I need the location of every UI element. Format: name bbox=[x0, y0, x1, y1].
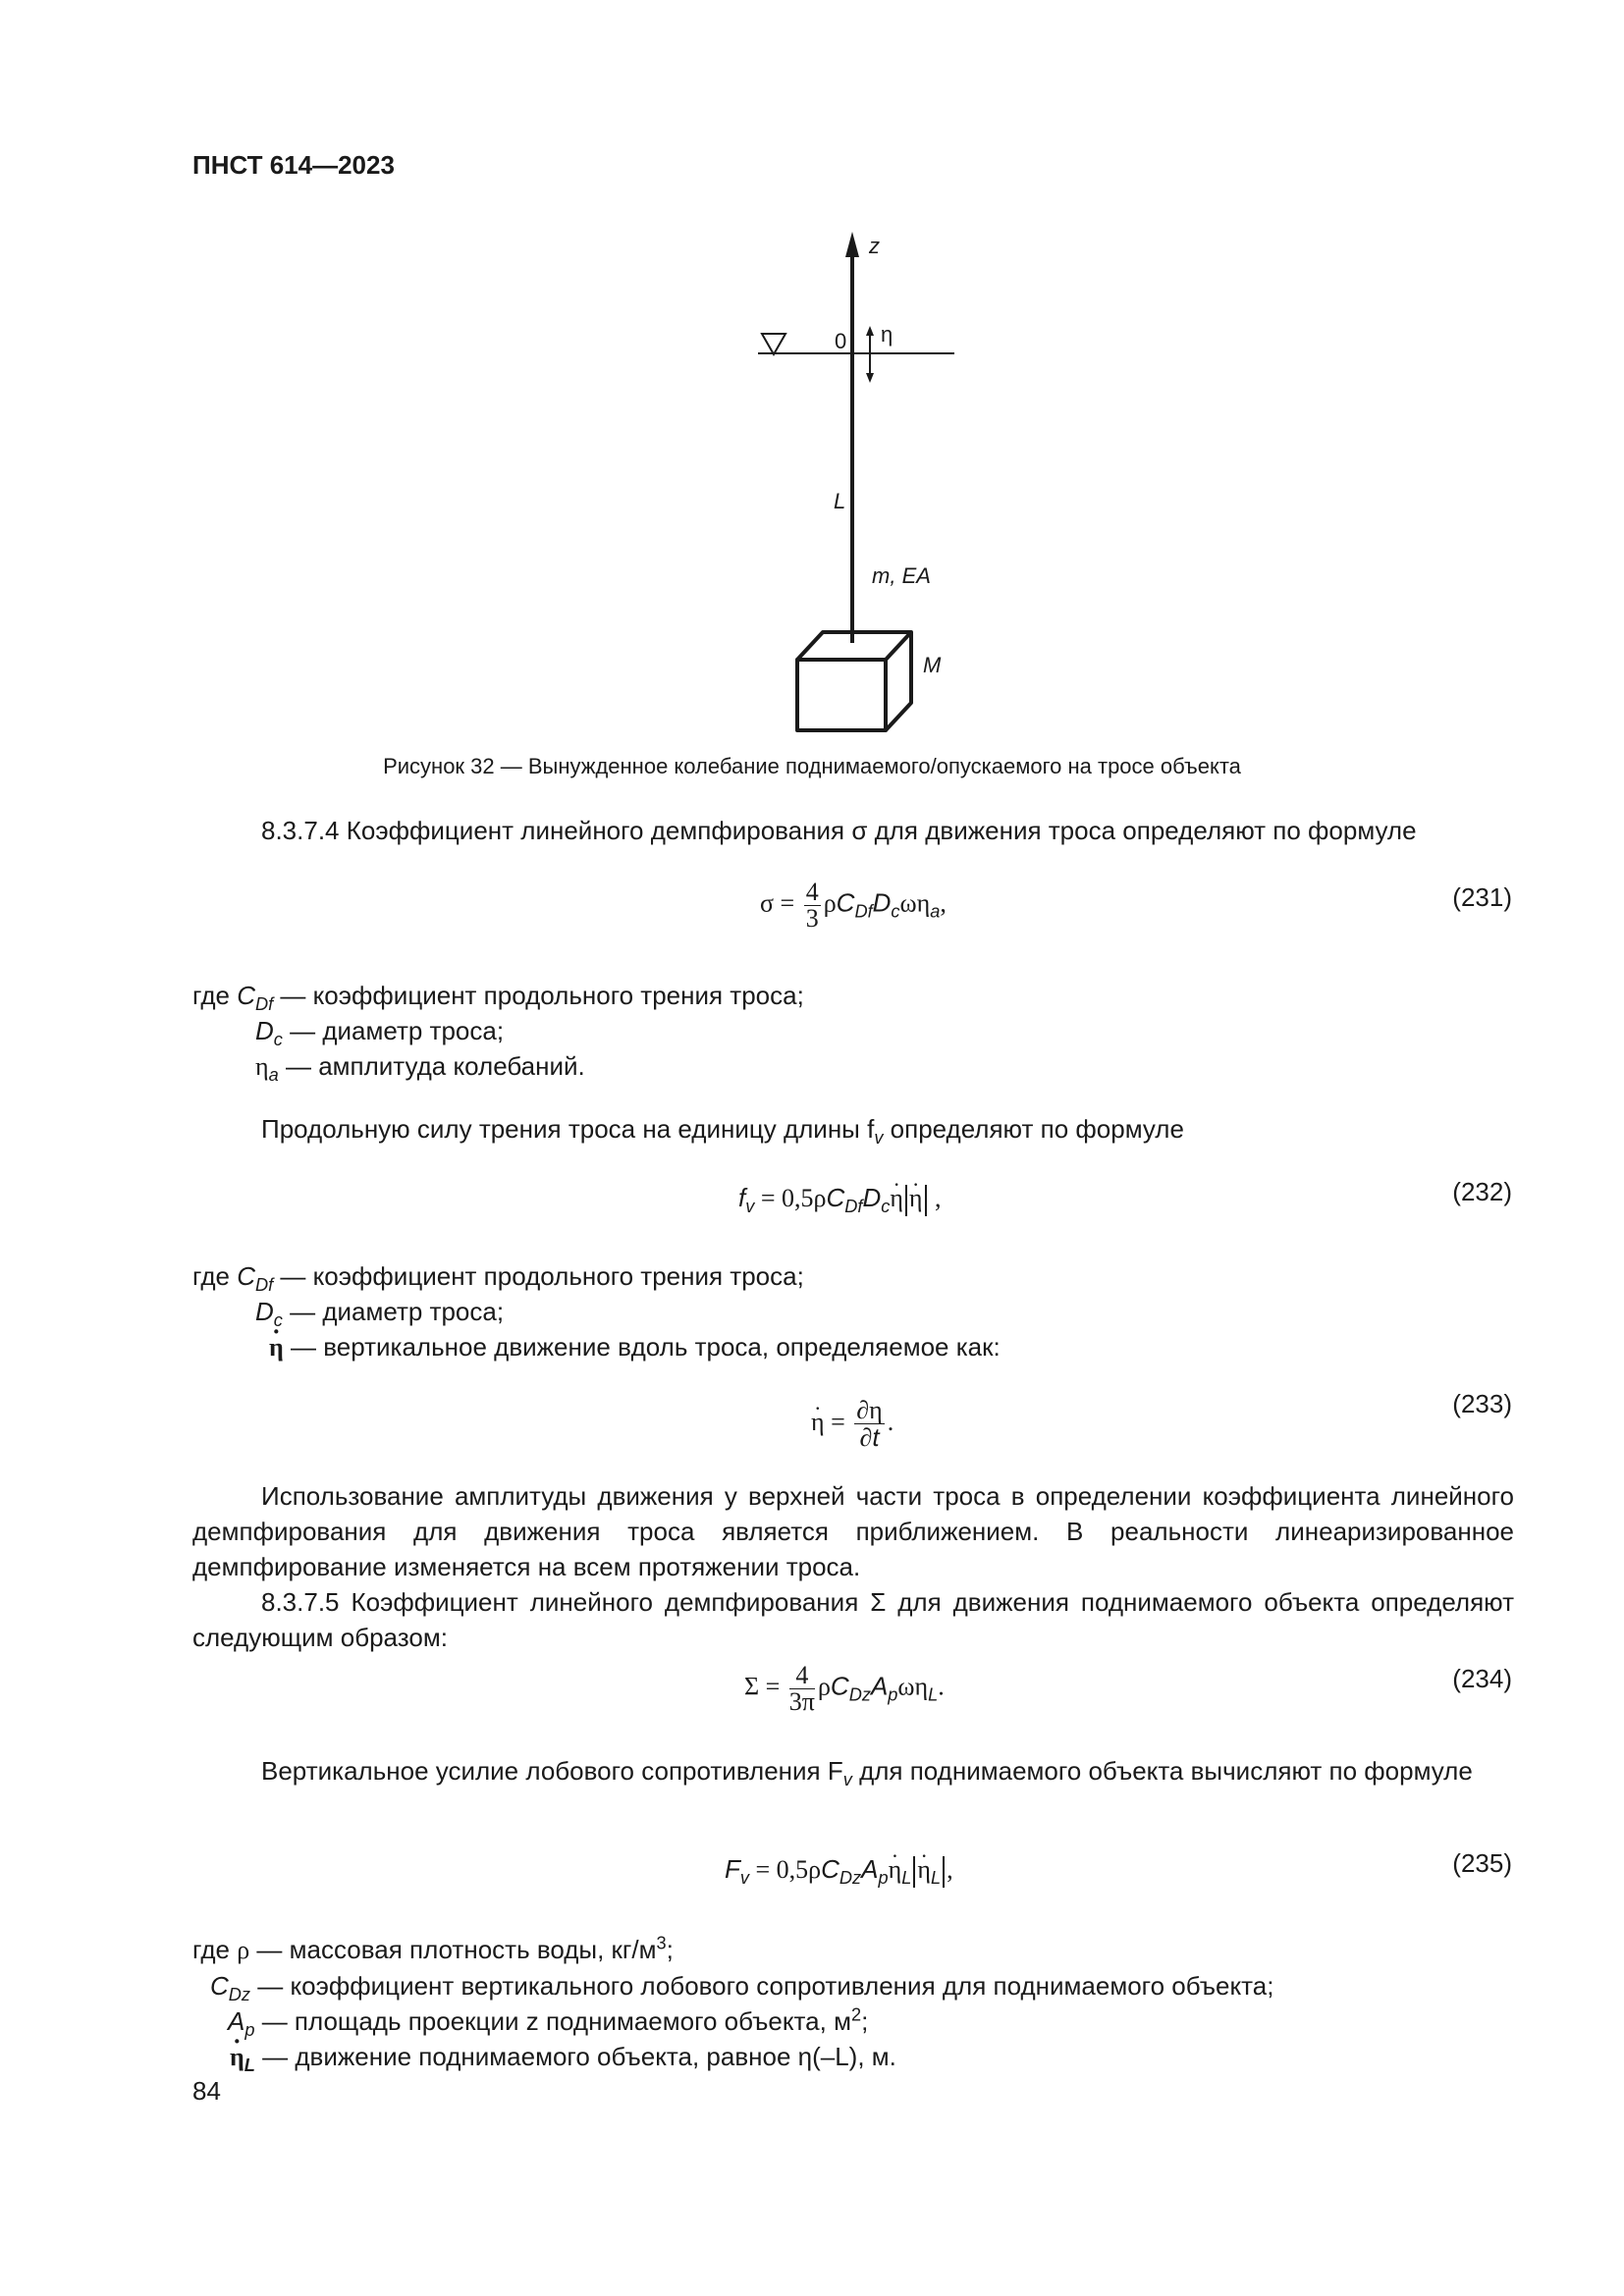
section-8-3-7-5: 8.3.7.5 Коэффициент линейного демпфирования Σ для движения поднимаемого объекта определяют следующим образом: bbox=[192, 1587, 1514, 1652]
legend-where: где bbox=[192, 981, 230, 1010]
section-8-3-7-4: 8.3.7.4 Коэффициент линейного демпфирования σ для движения троса определяют по формуле bbox=[261, 816, 1417, 845]
legend-232 bbox=[192, 1258, 1001, 1365]
legend-235-row: $\eta \cdot_L$ — движение поднимаемого объекта, равное η(–L), м. bbox=[192, 2039, 1273, 2075]
paragraph-approximation: Использование амплитуды движения у верхней части троса в определении коэффициента линейного демпфирования для движения троса является приближением. В реальности линеаризированное демпфирование изменяется на всем протяжении троса. bbox=[192, 1481, 1514, 1581]
eta-arrow-down bbox=[866, 373, 874, 383]
legend-231-row: $D_c$ — диаметр троса; bbox=[255, 1016, 505, 1050]
legend-232-row: $D_c$ — диаметр троса; bbox=[255, 1297, 505, 1331]
equation-232-number: (232) bbox=[1452, 1177, 1512, 1206]
legend-235 bbox=[192, 1932, 1273, 2075]
legend-235-row: $C_{Dz}$ — коэффициент вертикального лобового сопротивления для поднимаемого объекта; bbox=[210, 1971, 1274, 2005]
legend-235-row: $A_p$ — площадь проекции z поднимаемого объекта, $м^2$; bbox=[228, 2004, 869, 2041]
equation-235: $F_v = 0,5\rho C_{Dz}A_p\eta \cdot_L$ $\eta \cdot_L$ , bbox=[725, 1851, 953, 1888]
origin-label: 0 bbox=[835, 329, 847, 353]
mass-block bbox=[797, 632, 911, 730]
legend-235-row: где ρ — массовая плотность воды, $кг/м^3$; bbox=[192, 1933, 674, 1964]
length-label: L bbox=[834, 489, 846, 513]
equation-232: $f_v = 0,5\rho C_{Df}D_c\eta \cdot \eta$ · , bbox=[738, 1180, 942, 1216]
legend-231-row: $\eta_a$ — амплитуда колебаний. bbox=[255, 1051, 585, 1086]
equation-231-number: (231) bbox=[1452, 882, 1512, 912]
legend-232-row: где $C_{Df}$ — коэффициент продольного трения троса; bbox=[192, 1261, 804, 1296]
equation-234-number: (234) bbox=[1452, 1664, 1512, 1693]
document-id: ПНСТ 614—2023 bbox=[192, 150, 395, 180]
water-level-symbol bbox=[762, 334, 785, 354]
z-axis-label: z bbox=[869, 234, 880, 258]
legend-231 bbox=[192, 978, 804, 1085]
paragraph-drag-force: Вертикальное усилие лобового сопротивления $F_v$ для поднимаемого объекта вычисляют по формуле bbox=[261, 1756, 1473, 1790]
legend-231-row: где $C_{Df}$ — коэффициент продольного трения троса; bbox=[192, 981, 804, 1015]
z-axis-arrow bbox=[845, 232, 859, 257]
figure-caption: Рисунок 32 — Вынужденное колебание поднимаемого/опускаемого на тросе объекта bbox=[383, 754, 1241, 778]
page-number: 84 bbox=[192, 2076, 221, 2106]
equation-233-number: (233) bbox=[1452, 1389, 1512, 1418]
equation-233: η · = $\frac{\partial\eta}{\partial t}$ . bbox=[811, 1398, 893, 1451]
equation-231: σ = $\frac{4}{3}$ $\rho C_{Df}D_c\omega\eta_a$, bbox=[760, 878, 947, 933]
equation-234: Σ = $\frac{4}{3\pi}$ $\rho C_{Dz}A_p\omega\eta_L$. bbox=[744, 1661, 945, 1716]
eta-arrow-up bbox=[866, 326, 874, 336]
text-fv-intro: Продольную силу трения троса на единицу длины $f_v$ определяют по формуле bbox=[261, 1114, 1184, 1148]
cable-properties-label: m, EA bbox=[872, 563, 931, 588]
legend-232-row: η · — вертикальное движение вдоль троса, определяемое как: bbox=[192, 1329, 1001, 1365]
equation-235-number: (235) bbox=[1452, 1848, 1512, 1878]
eta-label: η bbox=[881, 322, 893, 347]
mass-label: M bbox=[923, 653, 942, 677]
figure-32-diagram bbox=[0, 0, 1624, 746]
